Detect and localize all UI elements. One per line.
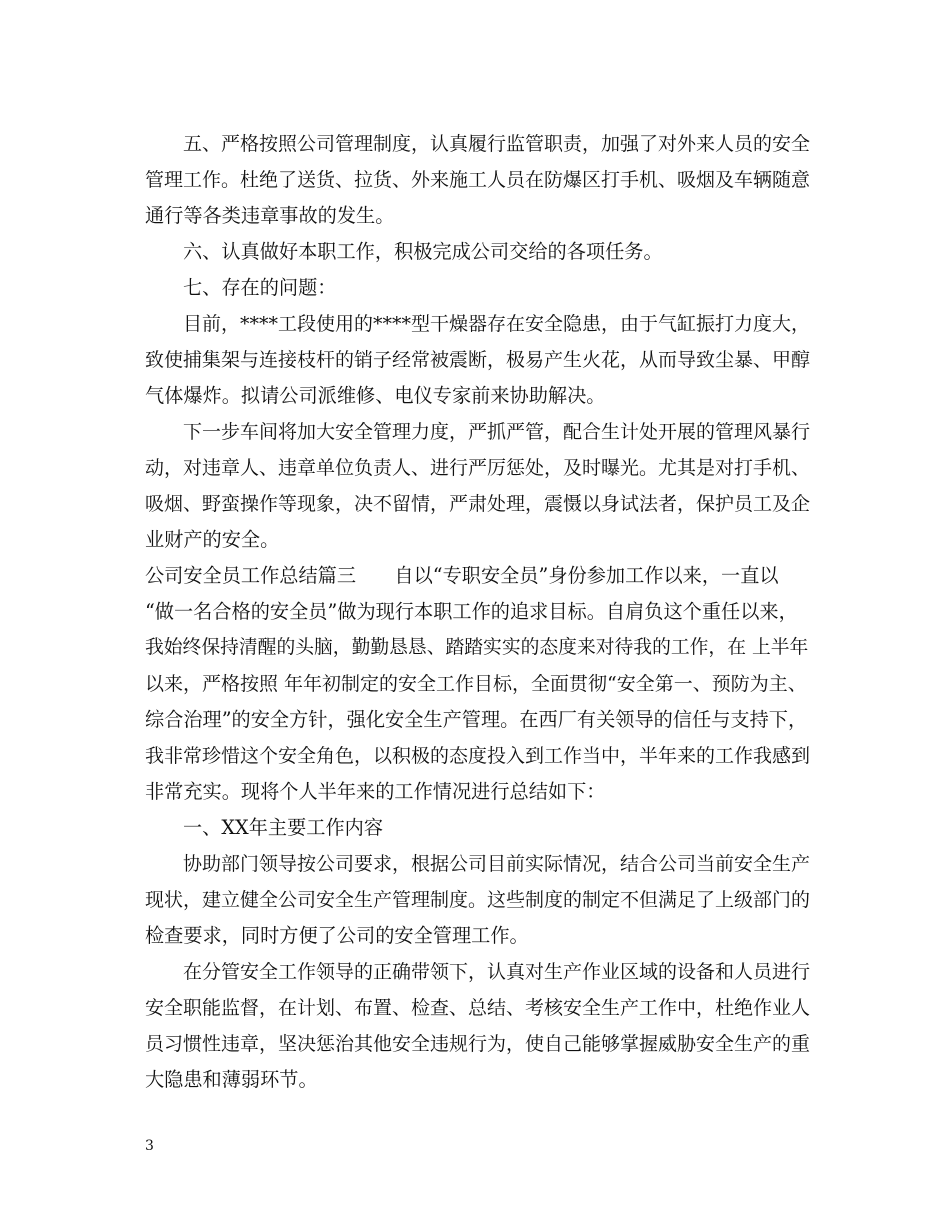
text-line: 吸烟、野蛮操作等现象，决不留情，严肃处理，震慑以身试法者，保护员工及企 [145, 493, 811, 515]
text-line: 公司安全员工作总结篇三 自以“专职安全员”身份参加工作以来，一直以 [145, 564, 779, 587]
text-line: 七、存在的问题： [183, 276, 337, 299]
text-line: 五、严格按照公司管理制度，认真履行监管职责，加强了对外来人员的安全 [183, 133, 811, 155]
text-line: 安全职能监督，在计划、布置、检查、总结、考核安全生产工作中，杜绝作业人 [145, 997, 811, 1019]
text-line: 现状，建立健全公司安全生产管理制度。这些制度的制定不但满足了上级部门的 [145, 889, 811, 911]
text-line: 以来，严格按照 年年初制定的安全工作目标，全面贯彻“安全第一、预防为主、 [145, 673, 807, 695]
text-line: 致使捕集架与连接枝杆的销子经常被震断，极易产生火花，从而导致尘暴、甲醇 [145, 349, 811, 371]
text-line: 非常充实。现将个人半年来的工作情况进行总结如下： [145, 780, 606, 803]
text-line: 通行等各类违章事故的发生。 [145, 204, 395, 227]
text-line: 业财产的安全。 [145, 528, 280, 551]
page-number: 3 [145, 1138, 154, 1154]
text-line: 目前，****工段使用的****型干燥器存在安全隐患，由于气缸振打力度大， [183, 313, 811, 335]
text-line: 员习惯性违章，坚决惩治其他安全违规行为，使自己能够掌握威胁安全生产的重 [145, 1033, 811, 1055]
text-line: “做一名合格的安全员”做为现行本职工作的追求目标。自肩负这个重任以来， [145, 600, 798, 623]
text-line: 大隐患和薄弱环节。 [145, 1068, 318, 1091]
text-line: 气体爆炸。拟请公司派维修、电仪专家前来协助解决。 [145, 384, 606, 407]
document-body [145, 126, 810, 1098]
text-line: 我非常珍惜这个安全角色，以积极的态度投入到工作当中，半年来的工作我感到 [145, 745, 811, 767]
text-line: 协助部门领导按公司要求，根据公司目前实际情况，结合公司当前安全生产 [183, 853, 811, 875]
text-line: 在分管安全工作领导的正确带领下，认真对生产作业区域的设备和人员进行 [183, 961, 811, 983]
text-line: 管理工作。杜绝了送货、拉货、外来施工人员在防爆区打手机、吸烟及车辆随意 [145, 169, 811, 191]
text-line: 下一步车间将加大安全管理力度，严抓严管，配合生计处开展的管理风暴行 [183, 421, 811, 443]
text-line: 检查要求，同时方便了公司的安全管理工作。 [145, 924, 529, 947]
text-line: 综合治理”的安全方针，强化安全生产管理。在西厂有关领导的信任与支持下， [145, 708, 808, 731]
text-line: 动，对违章人、违章单位负责人、进行严厉惩处，及时曝光。尤其是对打手机、 [145, 457, 811, 479]
text-line: 我始终保持清醒的头脑，勤勤恳恳、踏踏实实的态度来对待我的工作，在 上半年 [145, 637, 809, 658]
text-line: 六、认真做好本职工作，积极完成公司交给的各项任务。 [183, 240, 663, 263]
text-line: 一、XX年主要工作内容 [183, 816, 384, 839]
